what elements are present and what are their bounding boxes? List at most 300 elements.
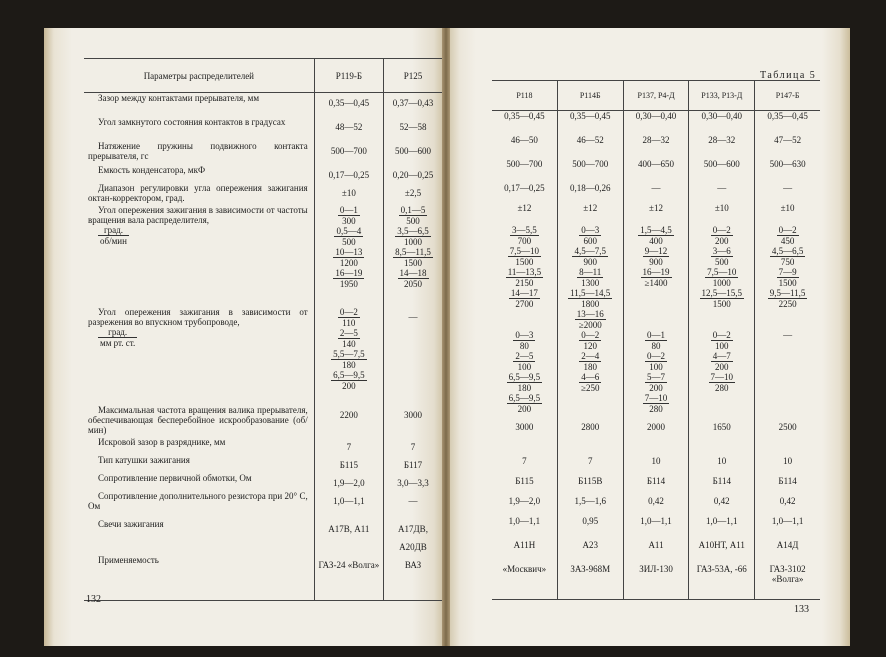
left-table-body: [84, 93, 442, 601]
cell: [492, 225, 557, 330]
cell-value: 48—52: [335, 121, 363, 132]
fraction-denominator: 2150: [515, 277, 534, 288]
page-number-right: 133: [794, 604, 809, 615]
cell: [755, 456, 820, 476]
fraction: [577, 267, 603, 288]
fraction-denominator: 400: [649, 235, 663, 246]
fraction: [507, 393, 543, 414]
value-r125: [384, 455, 442, 473]
cell-value: Б115: [515, 475, 534, 486]
fraction-denominator: 180: [583, 361, 597, 372]
cell: [755, 540, 820, 564]
cell-value: 1,0—1,1: [706, 515, 738, 526]
fraction: [579, 372, 601, 393]
fraction: [579, 330, 601, 351]
table-row: [492, 496, 820, 516]
cell-value: А11Н: [513, 539, 536, 550]
cell: [623, 203, 689, 225]
fraction-numerator: 4,5—6,5: [771, 245, 804, 256]
cell-value: —: [783, 182, 793, 193]
cell: [623, 422, 689, 456]
cell-value: 10: [651, 455, 661, 466]
param-label: Искровой зазор в разряднике, мм: [98, 436, 226, 447]
cell: [492, 183, 557, 203]
fraction-denominator: 1950: [339, 278, 358, 289]
fraction: [770, 246, 806, 267]
cell-value: Б117: [403, 459, 423, 470]
param-label-cell: [84, 555, 314, 601]
cell-value: 0,17—0,25: [504, 182, 545, 193]
table-row: [84, 307, 442, 405]
table-row: [84, 183, 442, 205]
fraction-numerator: 0—1: [647, 329, 666, 340]
cell: [755, 203, 820, 225]
param-label: Угол опережения зажигания в зависимости от разрежения во впускном трубопроводе,: [88, 306, 308, 327]
param-label-cell: [84, 117, 314, 141]
fraction: [338, 205, 360, 226]
cell-value: 7: [346, 441, 352, 452]
unit-fraction: [98, 327, 137, 348]
param-label-cell: [84, 183, 314, 205]
right-table-header: [492, 81, 820, 111]
cell: [492, 203, 557, 225]
param-label-cell: [84, 405, 314, 437]
fraction-stack: [689, 225, 754, 309]
cell-value: 1,5—1,6: [574, 495, 606, 506]
cell-value: 500—600: [395, 145, 431, 156]
fraction: [334, 226, 363, 247]
right-page: [450, 28, 850, 646]
fraction-denominator: 280: [649, 403, 663, 414]
header-r125: Р125: [384, 59, 442, 93]
table-row: [84, 405, 442, 437]
fraction-denominator: 600: [583, 235, 597, 246]
fraction-numerator: 2—5: [515, 350, 534, 361]
value-r125: [384, 437, 442, 455]
param-label: Угол опережения зажигания в зависимости от частоты вращения вала распределителя,: [88, 204, 308, 225]
param-label-cell: [84, 455, 314, 473]
cell-value: 46—50: [510, 134, 538, 145]
fraction-denominator: 500: [406, 215, 420, 226]
value-r119b: [314, 117, 383, 141]
fraction: [711, 330, 733, 351]
unit-denominator: об/мин: [100, 235, 127, 246]
cell-value: 0,42: [779, 495, 796, 506]
cell-value: ±12: [517, 202, 532, 213]
fraction: [568, 288, 612, 309]
table-row: [84, 165, 442, 183]
fraction-numerator: 0—1: [339, 204, 358, 215]
param-label: Натяжение пружины подвижного контакта прерывателя, гс: [88, 140, 308, 161]
fraction-denominator: 80: [651, 340, 661, 351]
cell: [492, 476, 557, 496]
fraction-numerator: 0,1—5: [400, 204, 426, 215]
table-row: [492, 330, 820, 422]
table-row: [492, 476, 820, 496]
param-label-cell: [84, 165, 314, 183]
value-r125: [384, 205, 442, 307]
fraction-numerator: 2—5: [339, 327, 358, 338]
cell-value: 500—700: [330, 145, 367, 156]
cell: [755, 183, 820, 203]
table-row: [492, 225, 820, 330]
value-r119b: [314, 473, 383, 491]
param-label: Максимальная частота вращения валика прерывателя, обеспечивающая бесперебойное искрообразование (об/мин): [88, 404, 308, 435]
cell: [623, 159, 689, 183]
fraction-numerator: 9—12: [644, 245, 668, 256]
value-r119b: [314, 491, 383, 519]
cell-value: А10НТ, А11: [698, 539, 745, 550]
cell-value: 28—32: [708, 134, 736, 145]
table-row: [84, 117, 442, 141]
table-row: [492, 516, 820, 540]
cell: [689, 183, 755, 203]
cell: [755, 225, 820, 330]
cell: [557, 564, 623, 600]
cell: [689, 135, 755, 159]
fraction-numerator: 6,5—9,5: [508, 392, 541, 403]
fraction: [768, 288, 808, 309]
fraction-denominator: 1800: [581, 298, 600, 309]
param-label: Свечи зажигания: [98, 518, 164, 529]
cell: [623, 225, 689, 330]
cell-value: 1,9—2,0: [508, 495, 541, 506]
cell-value: 0,37—0,43: [392, 98, 434, 108]
fraction-denominator: 2050: [404, 278, 422, 289]
cell: [492, 330, 557, 422]
cell-value: 0,17—0,25: [328, 169, 370, 180]
fraction-denominator: 1500: [778, 277, 797, 288]
cell-value: 0,18—0,26: [569, 182, 611, 193]
cell-value: —: [717, 182, 727, 193]
cell: [492, 159, 557, 183]
table-row: [492, 111, 820, 135]
table-title: Таблица 5: [760, 70, 817, 81]
table-row: [84, 455, 442, 473]
fraction: [513, 330, 535, 351]
fraction-denominator: 140: [342, 338, 356, 349]
cell-value: 0,35—0,45: [569, 111, 611, 121]
cell-value: 0,35—0,45: [328, 98, 370, 108]
value-r125: [384, 405, 442, 437]
cell-value: 1,0—1,1: [771, 515, 804, 526]
fraction-numerator: 0—2: [778, 224, 797, 235]
fraction-numerator: 0,5—4: [336, 225, 362, 236]
fraction-denominator: 280: [715, 382, 729, 393]
fraction-denominator: ≥2000: [578, 319, 602, 330]
cell: [755, 159, 820, 183]
cell-value: 0,42: [713, 495, 730, 506]
cell: [557, 111, 623, 135]
fraction-denominator: 300: [342, 215, 356, 226]
param-label-cell: [84, 473, 314, 491]
cell: [689, 203, 755, 225]
fraction-numerator: 3—5,5: [512, 224, 537, 235]
fraction-denominator: 100: [649, 361, 663, 372]
fraction-numerator: 3,5—6,5: [397, 225, 429, 236]
fraction-denominator: 200: [517, 403, 532, 414]
cell: [623, 540, 689, 564]
fraction-denominator: 450: [780, 235, 795, 246]
header-3: Р133, Р13-Д: [689, 81, 755, 111]
fraction-denominator: 1500: [712, 298, 731, 309]
cell-value: 0,42: [648, 495, 664, 506]
fraction-numerator: 14—18: [399, 267, 427, 278]
cell: [492, 456, 557, 476]
cell-value: Б114: [646, 475, 666, 486]
fraction: [579, 351, 601, 372]
cell-value: ±12: [583, 202, 598, 213]
cell: [623, 476, 689, 496]
fraction-numerator: 9,5—11,5: [769, 287, 806, 298]
fraction-numerator: 4—6: [579, 372, 601, 383]
cell: [557, 203, 623, 225]
fraction: [398, 268, 429, 289]
fraction-numerator: 2—4: [581, 350, 600, 361]
fraction-denominator: 500: [342, 236, 356, 247]
value-r119b: [314, 437, 383, 455]
fraction-numerator: 7,5—10: [509, 245, 540, 256]
value-r119b: [314, 455, 383, 473]
table-row: [492, 135, 820, 159]
unit-fraction: [98, 225, 129, 246]
cell-value: «Москвич»: [502, 563, 547, 574]
fraction-numerator: 0—3: [515, 329, 534, 340]
fraction-numerator: 8,5—11,5: [395, 246, 431, 257]
fraction-numerator: 0—2: [581, 329, 600, 340]
cell-value: 1,0—1,1: [333, 495, 365, 506]
fraction: [777, 225, 799, 246]
cell-value: 2200: [339, 409, 358, 420]
param-label: Тип катушки зажигания: [98, 454, 190, 465]
fraction-stack: [755, 225, 820, 309]
param-label-cell: [84, 491, 314, 519]
cell-value: —: [651, 182, 661, 193]
fraction-numerator: 0—2: [647, 350, 666, 361]
cell-value: 0,35—0,45: [504, 111, 545, 121]
fraction-denominator: 1300: [581, 277, 600, 288]
cell: [623, 496, 689, 516]
table-row: [84, 93, 442, 117]
unit-numerator: град.: [98, 225, 129, 236]
cell: [689, 422, 755, 456]
fraction: [711, 351, 733, 372]
cell-value: 0,35—0,45: [767, 111, 808, 121]
cell-value: 0,95: [582, 515, 599, 526]
cell-value: 28—32: [642, 134, 670, 145]
cell-value: 1,0—1,1: [508, 515, 541, 526]
table-row: [84, 555, 442, 601]
value-r119b: [314, 307, 383, 405]
cell-value: 1,0—1,1: [640, 515, 672, 526]
left-parameters-table: [84, 58, 442, 601]
fraction-numerator: 6,5—9,5: [508, 371, 541, 382]
header-r119b: Р119-Б: [314, 59, 383, 93]
cell-value: 500—600: [703, 158, 740, 169]
cell-value: 500—630: [769, 158, 806, 169]
fraction: [333, 247, 364, 268]
cell: [755, 330, 820, 422]
header-2: Р137, Р4-Д: [623, 81, 689, 111]
fraction: [506, 267, 543, 288]
fraction: [711, 246, 733, 267]
fraction-numerator: 0—3: [581, 224, 600, 235]
fraction: [643, 246, 670, 267]
fraction-denominator: ≥1400: [644, 277, 668, 288]
fraction-stack: [558, 225, 623, 330]
cell: [689, 330, 755, 422]
cell-value: 0,20—0,25: [392, 169, 434, 180]
fraction-denominator: 120: [583, 340, 597, 351]
fraction-numerator: 12,5—15,5: [701, 287, 743, 298]
cell: [557, 135, 623, 159]
cell-value: 2000: [647, 421, 666, 432]
cell-value: —: [408, 311, 418, 322]
fraction: [575, 309, 606, 330]
cell: [492, 516, 557, 540]
cell-value: 400—650: [638, 158, 675, 169]
cell: [689, 111, 755, 135]
table-row: [492, 203, 820, 225]
fraction-numerator: 14—17: [510, 287, 538, 298]
fraction-denominator: 200: [649, 382, 663, 393]
fraction: [338, 328, 360, 349]
cell: [623, 516, 689, 540]
fraction-denominator: 2250: [778, 298, 797, 309]
cell: [689, 516, 755, 540]
header-param: Параметры распределителей: [84, 59, 314, 93]
fraction-stack: [689, 330, 754, 393]
cell-value: —: [408, 495, 418, 506]
fraction: [700, 288, 745, 309]
cell-value: ВАЗ: [404, 559, 422, 570]
fraction-stack: [384, 205, 442, 289]
value-r119b: [314, 519, 383, 555]
fraction: [393, 247, 433, 268]
cell-value: ГАЗ-3102 «Волга»: [769, 563, 806, 584]
fraction: [645, 351, 667, 372]
cell-value: А11: [648, 539, 664, 550]
cell-value: ЗАЗ-968М: [570, 563, 611, 574]
cell-value: 10: [717, 455, 727, 466]
value-r125: [384, 93, 442, 117]
fraction-denominator: 110: [342, 317, 356, 328]
fraction-numerator: 11,5—14,5: [570, 287, 611, 298]
cell-value: 52—58: [399, 121, 427, 132]
cell-value: 2500: [778, 421, 797, 432]
cell-value: А14Д: [776, 539, 799, 550]
cell: [689, 225, 755, 330]
fraction-numerator: 5—7: [647, 371, 666, 382]
fraction: [641, 267, 672, 288]
fraction-numerator: 16—19: [335, 267, 363, 278]
cell-value: Б115: [339, 459, 359, 470]
cell-value: ГАЗ-53А, -66: [696, 563, 747, 574]
cell-value: Б115В: [578, 475, 603, 486]
value-r119b: [314, 141, 383, 165]
cell: [557, 456, 623, 476]
cell: [492, 135, 557, 159]
page-number-left: 132: [86, 594, 101, 605]
table-row: [84, 205, 442, 307]
table-row: [84, 473, 442, 491]
value-r125: [384, 473, 442, 491]
cell-value: ±10: [341, 187, 356, 198]
fraction: [572, 246, 608, 267]
table-row: [84, 141, 442, 165]
fraction-denominator: 700: [517, 235, 532, 246]
cell-value: 500—700: [506, 158, 543, 169]
fraction-stack: [315, 307, 383, 391]
table-row: [84, 491, 442, 519]
value-r125: [384, 307, 442, 405]
cell-value: 1,9—2,0: [333, 477, 365, 488]
cell: [755, 135, 820, 159]
fraction: [645, 372, 667, 393]
cell-value: А17В, А11: [328, 523, 370, 534]
cell: [492, 564, 557, 600]
param-label: Угол замкнутого состояния контактов в градусах: [98, 116, 286, 127]
value-r119b: [314, 405, 383, 437]
param-label-cell: [84, 205, 314, 307]
cell: [557, 159, 623, 183]
cell-value: 0,30—0,40: [635, 111, 677, 121]
fraction-denominator: 900: [583, 256, 597, 267]
fraction: [331, 370, 367, 391]
cell: [623, 183, 689, 203]
fraction-denominator: 200: [715, 235, 729, 246]
cell: [755, 516, 820, 540]
cell: [755, 422, 820, 456]
fraction: [338, 307, 360, 328]
fraction-numerator: 7—10: [710, 371, 734, 382]
value-r119b: [314, 183, 383, 205]
table-row: [492, 456, 820, 476]
cell: [492, 540, 557, 564]
cell: [689, 456, 755, 476]
cell: [557, 496, 623, 516]
cell: [689, 540, 755, 564]
cell-value: 3000: [515, 421, 534, 432]
value-r125: [384, 519, 442, 555]
fraction: [395, 226, 431, 247]
fraction-numerator: 8—11: [579, 266, 602, 277]
fraction-stack: [624, 330, 689, 414]
fraction: [509, 288, 540, 309]
table-row: [492, 183, 820, 203]
cell-value: —: [783, 329, 793, 340]
cell: [623, 330, 689, 422]
fraction: [399, 205, 428, 226]
fraction-stack: [624, 225, 689, 288]
value-r125: [384, 165, 442, 183]
cell-value: ЗИЛ-130: [639, 563, 673, 574]
value-r125: [384, 183, 442, 205]
fraction: [333, 268, 364, 289]
value-r125: [384, 491, 442, 519]
right-parameters-table: [492, 80, 820, 600]
cell-value: 10: [783, 455, 793, 466]
param-label-cell: [84, 141, 314, 165]
cell-value: ±10: [780, 202, 795, 213]
table-row: [84, 437, 442, 455]
table-row: [84, 519, 442, 555]
fraction-numerator: 0—2: [339, 306, 358, 317]
right-table-body: [492, 111, 820, 600]
fraction-numerator: 0—2: [712, 329, 731, 340]
cell: [623, 456, 689, 476]
cell: [557, 516, 623, 540]
